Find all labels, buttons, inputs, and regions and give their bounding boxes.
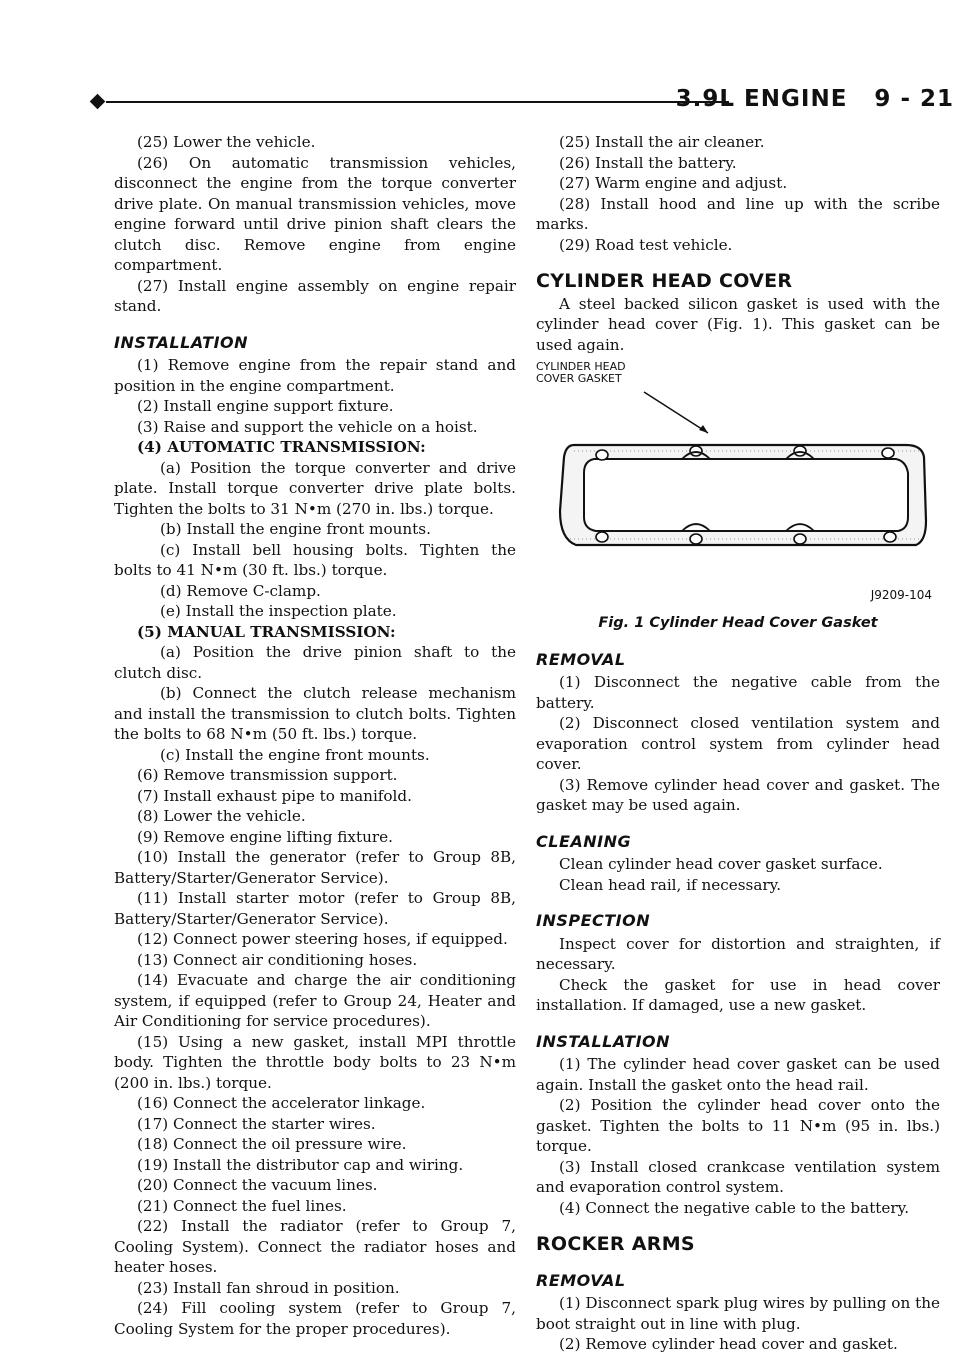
paragraph: (b) Install the engine front mounts.: [160, 520, 431, 538]
subheading: INSPECTION: [536, 911, 651, 930]
paragraph: (20) Connect the vacuum lines.: [137, 1176, 378, 1194]
section-heading: ROCKER ARMS: [536, 1233, 695, 1255]
subheading: INSTALLATION: [536, 1031, 671, 1051]
paragraph: (21) Connect the fuel lines.: [137, 1196, 347, 1215]
subheading: REMOVAL: [536, 649, 626, 669]
paragraph: (b) Connect the clutch release mechanism and install the transmission to clutch bolts. Tighten the bolts to 68 N•m (50 ft. lbs.) torque.: [114, 684, 516, 743]
paragraph: (3) Install closed crankcase ventilation system and evaporation control system.: [536, 1157, 940, 1196]
page-title: 3.9L ENGINE 9 - 21: [675, 86, 954, 112]
paragraph: (17) Connect the starter wires.: [137, 1114, 376, 1133]
paragraph: (2) Position the cylinder head cover onto the gasket. Tighten the bolts to 11 N•m (95 in. lbs.) torque.: [536, 1096, 940, 1155]
paragraph: (1) The cylinder head cover gasket can be used again. Install the gasket onto the head rail.: [536, 1055, 940, 1094]
paragraph: (27) Warm engine and adjust.: [559, 174, 788, 192]
paragraph: (2) Disconnect closed ventilation system and evaporation control system from cylinder head cover.: [536, 714, 940, 773]
figure-caption: Fig. 1 Cylinder Head Cover Gasket: [598, 615, 878, 631]
paragraph: (5) MANUAL TRANSMISSION:: [137, 622, 396, 641]
diamond-icon: [90, 94, 106, 110]
paragraph: (1) Remove engine from the repair stand and position in the engine compartment.: [114, 356, 516, 395]
paragraph: (25) Lower the vehicle.: [137, 133, 316, 151]
header-rule: [106, 101, 729, 103]
paragraph: (a) Position the torque converter and drive plate. Install torque converter drive plate bolts. Tighten the bolts to 31 N•m (270 in. lbs.) torque.: [114, 458, 516, 518]
subheading: REMOVAL: [536, 1270, 626, 1290]
figure-1: [536, 361, 940, 611]
paragraph: (4) Connect the negative cable to the battery.: [559, 1198, 910, 1217]
figure-callout-label: CYLINDER HEAD COVER GASKET: [536, 360, 626, 385]
paragraph: (25) Install the air cleaner.: [559, 133, 765, 151]
section-heading: CYLINDER HEAD COVER: [536, 270, 793, 292]
paragraph: (26) On automatic transmission vehicles, disconnect the engine from the torque converter drive plate. On manual transmission vehicles, move engine forward until drive pinion shaft clears the clutch disc. Remove engine from engine compartment.: [114, 153, 516, 274]
paragraph: (e) Install the inspection plate.: [160, 602, 397, 620]
right-column: [536, 132, 940, 1355]
subheading: CLEANING: [536, 831, 632, 851]
paragraph: (10) Install the generator (refer to Group 8B, Battery/Starter/Generator Service).: [114, 848, 516, 887]
paragraph: (6) Remove transmission support.: [137, 766, 398, 784]
paragraph: (d) Remove C-clamp.: [160, 581, 321, 600]
paragraph: (c) Install bell housing bolts. Tighten the bolts to 41 N•m (30 ft. lbs.) torque.: [114, 540, 516, 579]
paragraph: (24) Fill cooling system (refer to Group 7, Cooling System for the proper procedures).: [114, 1299, 516, 1338]
paragraph: (15) Using a new gasket, install MPI throttle body. Tighten the throttle body bolts to 23 N•m (200 in. lbs.) torque.: [114, 1032, 516, 1092]
paragraph: (3) Raise and support the vehicle on a hoist.: [137, 417, 478, 436]
paragraph: (2) Remove cylinder head cover and gasket.: [559, 1335, 898, 1353]
paragraph: (12) Connect power steering hoses, if equipped.: [137, 930, 508, 948]
page-header: [92, 86, 954, 116]
gasket-diagram: [536, 361, 940, 597]
paragraph: (23) Install fan shroud in position.: [137, 1278, 400, 1297]
paragraph: Clean head rail, if necessary.: [559, 875, 782, 894]
left-column: [114, 132, 516, 1339]
paragraph: (29) Road test vehicle.: [559, 235, 733, 254]
figure-code: J9209-104: [870, 588, 932, 602]
paragraph: (18) Connect the oil pressure wire.: [137, 1135, 407, 1153]
paragraph: (8) Lower the vehicle.: [137, 807, 306, 825]
subheading: INSTALLATION: [114, 332, 249, 352]
paragraph: Check the gasket for use in head cover installation. If damaged, use a new gasket.: [536, 975, 940, 1014]
paragraph: (19) Install the distributor cap and wiring.: [137, 1155, 464, 1174]
paragraph: (22) Install the radiator (refer to Group 7, Cooling System). Connect the radiator hoses and heater hoses.: [114, 1217, 516, 1276]
paragraph: (16) Connect the accelerator linkage.: [137, 1094, 426, 1112]
paragraph: (c) Install the engine front mounts.: [160, 745, 430, 764]
right-top-text: [536, 132, 940, 355]
paragraph: (26) Install the battery.: [559, 153, 737, 172]
paragraph: (a) Position the drive pinion shaft to the clutch disc.: [114, 643, 516, 682]
paragraph: (4) AUTOMATIC TRANSMISSION:: [137, 438, 426, 456]
paragraph: (9) Remove engine lifting fixture.: [137, 827, 393, 846]
paragraph: (1) Disconnect the negative cable from the battery.: [536, 673, 940, 712]
paragraph: (1) Disconnect spark plug wires by pulling on the boot straight out in line with plug.: [536, 1294, 940, 1333]
paragraph: (7) Install exhaust pipe to manifold.: [137, 786, 412, 805]
paragraph: (27) Install engine assembly on engine repair stand.: [114, 276, 516, 315]
paragraph: (11) Install starter motor (refer to Group 8B, Battery/Starter/Generator Service).: [114, 889, 516, 928]
paragraph: (14) Evacuate and charge the air conditioning system, if equipped (refer to Group 24, Heater and Air Conditioning for service procedures).: [114, 971, 516, 1030]
paragraph: (3) Remove cylinder head cover and gasket. The gasket may be used again.: [536, 775, 940, 814]
paragraph: (28) Install hood and line up with the scribe marks.: [536, 194, 940, 233]
right-bottom-text: [536, 650, 940, 1355]
paragraph: Inspect cover for distortion and straighten, if necessary.: [536, 934, 940, 973]
paragraph: (13) Connect air conditioning hoses.: [137, 950, 418, 969]
paragraph: Clean cylinder head cover gasket surface.: [559, 855, 883, 873]
paragraph: (2) Install engine support fixture.: [137, 397, 394, 415]
paragraph: A steel backed silicon gasket is used with the cylinder head cover (Fig. 1). This gasket can be used again.: [536, 294, 940, 354]
